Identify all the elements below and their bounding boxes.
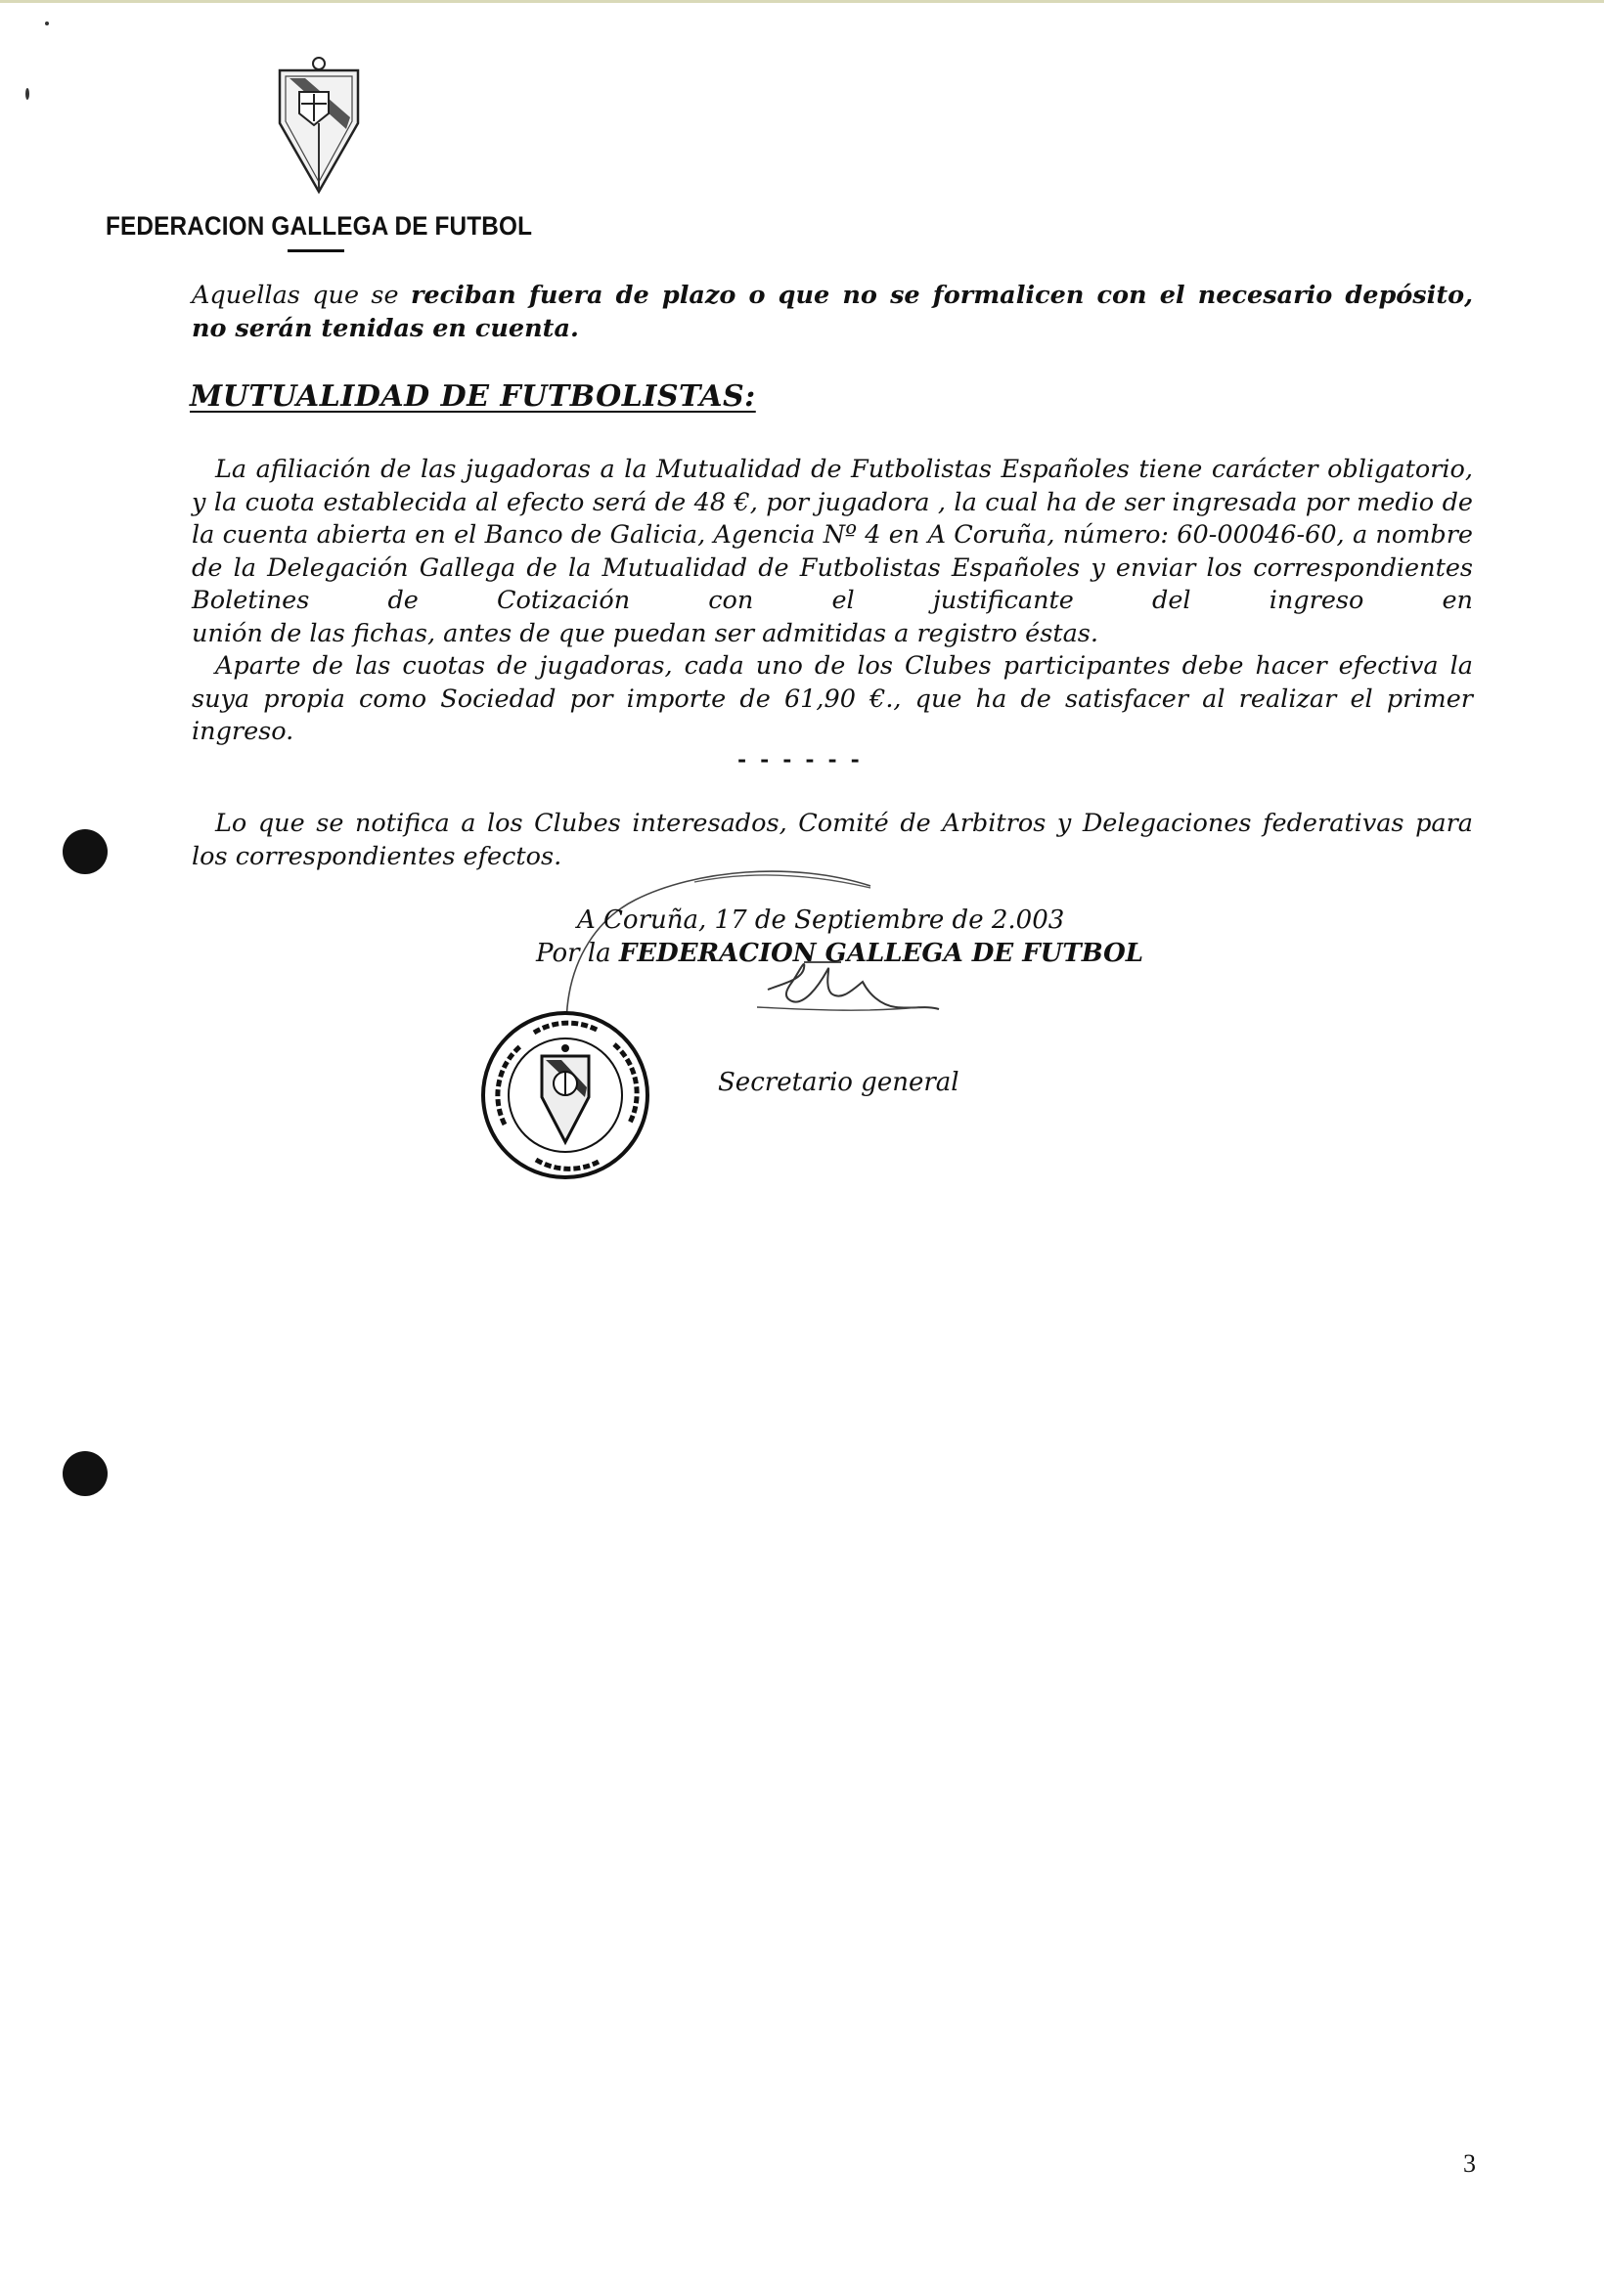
intro-emphasis: reciban fuera de plazo o que no se formalicen con el necesario depósito, <box>410 281 1473 310</box>
scan-speck <box>45 22 49 25</box>
signer-role: Secretario general <box>718 1068 959 1097</box>
page-number: 3 <box>1463 2149 1476 2178</box>
federation-crest-icon <box>272 55 366 198</box>
punch-hole <box>63 829 108 874</box>
place-and-date: A Coruña, 17 de Septiembre de 2.003 <box>577 905 1065 935</box>
punch-hole <box>63 1451 108 1496</box>
organization-name: FEDERACION GALLEGA DE FUTBOL <box>106 211 533 241</box>
intro-emphasis-end: no serán tenidas en cuenta. <box>192 313 579 343</box>
intro-text: Aquellas que se <box>192 281 411 310</box>
paragraph-affiliation: La afiliación de las jugadoras a la Mutualidad de Futbolistas Españoles tiene carácter obligatorio, y la cuota establecida al efecto será de 48 €, por jugadora , la cual ha de ser ingresada por medio de la cuenta abierta en el Banco de Galicia, Agencia Nº 4 en A Coruña, número: 60-00046-60, a nombre de la Delegación Gallega de la Mutualidad de Futbolistas Españoles y enviar los correspondientes Boletines de Cotización con el justificante del ingreso en <box>192 455 1473 615</box>
official-stamp-icon <box>477 1007 653 1183</box>
scan-speck <box>25 88 29 100</box>
organization-underline <box>288 249 344 252</box>
paragraph-club-fee-end: ingreso. <box>192 717 294 746</box>
signed-by-prefix: Por la <box>536 939 619 968</box>
paragraph-affiliation-end: unión de las fichas, antes de que puedan ser admitidas a registro éstas. <box>192 618 1099 648</box>
intro-paragraph <box>192 280 1473 345</box>
notice-text-end: los correspondientes efectos. <box>192 841 562 871</box>
separator-dashes: ------ <box>737 747 873 773</box>
notice-text: Lo que se notifica a los Clubes interesados, Comité de Arbitros y Delegaciones federativas para <box>215 809 1473 838</box>
paragraph-club-fee: Aparte de las cuotas de jugadoras, cada uno de los Clubes participantes debe hacer efectiva la suya propia como Sociedad por importe de 61,90 €., que ha de satisfacer al realizar el primer <box>192 651 1473 714</box>
scan-edge-line <box>0 0 1604 3</box>
section-heading: MUTUALIDAD DE FUTBOLISTAS: <box>190 379 756 414</box>
signed-by-organization: FEDERACION GALLEGA DE FUTBOL <box>618 939 1144 968</box>
section-body <box>192 454 1473 749</box>
signed-by-line <box>536 939 1143 968</box>
